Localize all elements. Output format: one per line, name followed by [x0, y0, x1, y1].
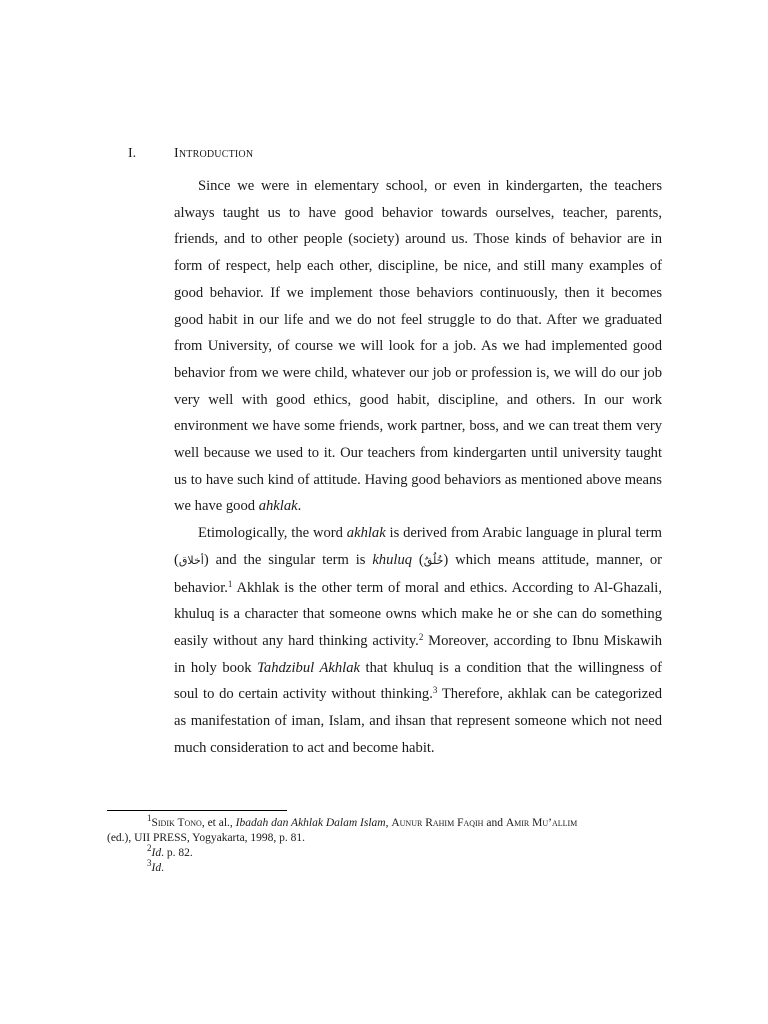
paragraph-1 [174, 173, 662, 520]
p2-a: Etimologically, the word [198, 525, 347, 542]
term-akhlak: akhlak [346, 525, 386, 542]
section-number: I. [128, 146, 137, 161]
p2-i: Therefore, akhlak can be categorized as manifestation of iman, Islam, and ihsan that represent someone which not need much consideration to act and become habit. [174, 686, 662, 756]
footnote-1-continued: (ed.), UII PRESS, Yogyakarta, 1998, p. 81. [107, 832, 306, 844]
p2-h: that khuluq is a condition that the willingness of soul to do certain activity without thinking. [174, 659, 663, 703]
term-khuluq: khuluq [372, 551, 413, 568]
footnote-2-rest: . p. 82. [161, 847, 193, 859]
p2-e: ) which means attitude, manner, or behavior. [174, 551, 662, 596]
footnote-1-title: Ibadah dan Akhlak Dalam Islam [235, 817, 386, 829]
footnote-2-mark: 2 [147, 843, 152, 853]
footnote-3 [107, 858, 667, 876]
book-title-tahdzibul: Tahdzibul Akhlak [257, 659, 360, 676]
footnote-ref-3: 3 [432, 685, 438, 696]
paragraph-2 [174, 520, 662, 761]
p2-f: Akhlak is the other term of moral and ethics. According to Al-Ghazali, khuluq is a character that someone owns which make he or she can do something easily without any hard thinking activity. [174, 579, 662, 649]
arabic-singular-term: خُلُقٌ [423, 553, 444, 567]
footnote-3-id: Id [151, 862, 162, 874]
p2-b: is derived from Arabic language in plural term ( [174, 525, 663, 568]
footnote-ref-1: 1 [227, 578, 233, 589]
footnote-1-author: Sidik Tono [151, 817, 202, 829]
footnote-1-sep: , [385, 817, 392, 829]
footnote-3-rest: . [161, 862, 164, 874]
footnote-separator [107, 810, 287, 811]
footnote-3-mark: 3 [147, 858, 152, 868]
footnote-1-editor-1: Aunur Rahim Faqih [391, 817, 484, 829]
p2-g: Moreover, according to Ibnu Miskawih in holy book [174, 632, 663, 676]
footnote-1-and: and [483, 817, 506, 829]
p2-c: ) and the singular term is [203, 551, 373, 568]
footnote-1-mark: 1 [147, 813, 152, 823]
arabic-plural-term: أخلاق [178, 553, 204, 567]
footnote-2 [107, 843, 667, 861]
p2-d: ( [412, 551, 424, 568]
footnote-1-etal: , et al., [201, 817, 236, 829]
section-title: Introduction [174, 146, 254, 161]
term-ahklak: ahklak [258, 498, 298, 515]
paragraph-1-end: . [297, 498, 302, 515]
footnote-1-editor-2: Amir Mu’allim [505, 817, 578, 829]
paragraph-1-text: Since we were in elementary school, or even in kindergarten, the teachers always taught us to have good behavior towards ourselves, teacher, parents, friends, and to other people (society) around us. Those kinds of behavior are in form of respect, help each other, discipline, be nice, and still many examples of good behavior. If we implement those behaviors continuously, then it becomes good habit in our life and we do not feel struggle to do that. After we graduated from University, of course we will look for a job. As we had implemented good behavior from we were child, whatever our job or profession is, we will do our job very well with good ethics, good habit, discipline, and others. In our work environment we have some friends, work partner, boss, and we can treat them very well because we used to it. Our teachers from kindergarten until university taught us to have such kind of attitude. Having good behaviors as mentioned above means we have good [174, 178, 662, 515]
footnotes [107, 813, 667, 876]
footnote-2-id: Id [151, 847, 162, 859]
footnote-1 [107, 813, 667, 831]
footnote-ref-2: 2 [418, 631, 424, 642]
body-text [174, 173, 662, 761]
